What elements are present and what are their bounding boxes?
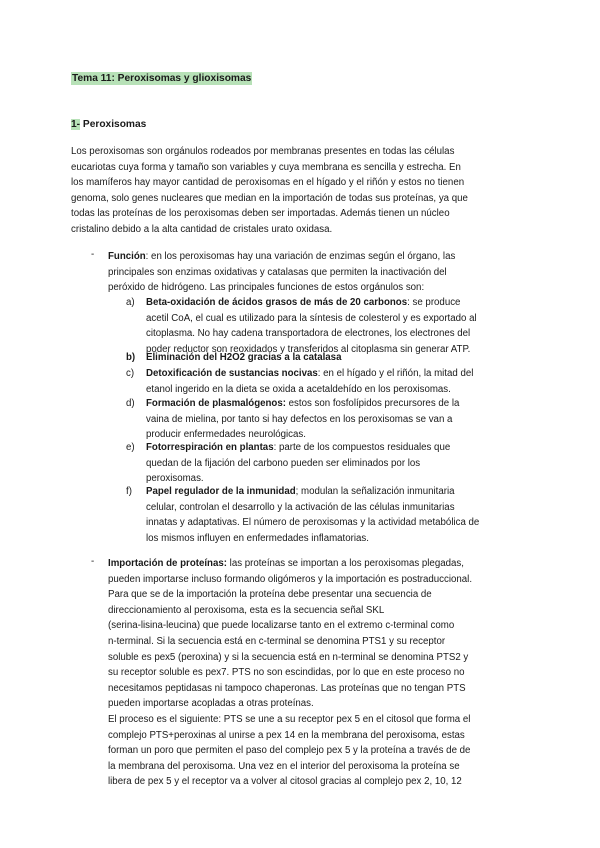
intro-paragraph bbox=[71, 144, 533, 238]
document-page: Tema 11: Peroxisomas y glioxisomas 1- Peroxisomas Los peroxisomas son orgánulos rodeados por membranas presentes en todas las células eucariotas cuya forma y tamaño son variables y cuya membrana es sencilla y estrecha. En los mamíferos hay mayor cantidad de peroxisomas en el hígado y el riñón y estos no tienen genoma, solo genes nucleares que median en la importación de todas sus proteínas, ya que todas las proteínas de los peroxisomas deben ser importadas. Además tienen un núcleo cristalino debido a la alta cantidad de cristales urato oxidasa. - Función: en los peroxisomas hay una variación de enzimas según el órgano, las principales son enzimas oxidativas y catalasas que permiten la inactivación del peróxido de hidrógeno. Las principales funciones de estos orgánulos son: a) Beta-oxidación de ácidos grasos de más de 20 carbonos: se produce acetil CoA, el cual es utilizado para la síntesis de colesterol y es exportado al citoplasma. No hay cadena transportadora de electrones, los electrones del poder reductor son reoxidados y transferidos al citoplasma sin generar ATP. b) Eliminación del H2O2 gracias a la catalasa c) Detoxificación de sustancias nocivas: en el hígado y el riñón, la mitad del etanol ingerido en la dieta se oxida a acetaldehído en los peroxisomas. d) Formación de plasmalógenos: estos son fosfolípidos precursores de la vaina de mielina, por tanto si hay defectos en los peroxisomas se van a producir enfermedades neurológicas. e) Fotorrespiración en plantas: parte de los compuestos residuales que quedan de la fijación del carbono pueden ser eliminados por los peroxisomas. f) Papel regulador de la inmunidad; modulan la señalización inmunitaria celular, controlan el desarrollo y la activación de las células inmunitarias innatas y adaptativas. El número de peroxisomas y la actividad metabólica de los mismos influyen en enfermedades inflamatorias. - Importación de proteínas: las proteínas se importan a los peroxisomas plegadas, pueden importarse incluso formando oligómeros y la importación es postraduccional. Para que se de la importación la proteína debe presentar una secuencia de direccionamiento al peroxisoma, esta es la secuencia señal SKL (serina-lisina-leucina) que puede localizarse tanto en el extremo c-terminal como n-terminal. Si la secuencia está en c-terminal se denomina PTS1 y su receptor soluble es pex5 (peroxina) y si la secuencia está en n-terminal se denomina PTS2 y su receptor soluble es pex7. PTS no son escindidas, por lo que en este proceso no necesitamos peptidasas ni tampoco chaperonas. Las proteínas que no tengan PTS pueden importarse acopladas a otras proteínas. El proceso es el siguiente: PTS se une a su receptor pex 5 en el citosol que forma el complejo PTS+peroxinas al unirse a pex 14 en la membrana del peroxisoma, estas forman un poro que permiten el paso del complejo pex 5 y la proteína a través de de la membrana del peroxisoma. Una vez en el interior del peroxisoma la proteína se libera de pex 5 y el receptor va a volver al citosol gracias al complejo pex 2, 10, 12 bbox=[0, 0, 600, 848]
funcion-head: Función bbox=[108, 251, 146, 262]
funcion-line: peróxido de hidrógeno. Las principales funciones de estos orgánulos son: bbox=[108, 282, 425, 294]
intro-line: Los peroxisomas son orgánulos rodeados por membranas presentes en todas las células bbox=[71, 146, 455, 157]
bullet-dash: - bbox=[91, 556, 95, 567]
section-title: Peroxisomas bbox=[80, 119, 147, 130]
funcion-paragraph bbox=[108, 249, 538, 296]
funcion-line: principales son enzimas oxidativas y catalasas que permiten la inactivación del bbox=[108, 266, 447, 278]
intro-line: eucariotas cuya forma y tamaño son variables y cuya membrana es sencilla y estrecha. En bbox=[71, 161, 461, 173]
section-number: 1- bbox=[71, 119, 81, 130]
document-title: Tema 11: Peroxisomas y glioxisomas bbox=[72, 73, 252, 84]
funcion-line: Función: en los peroxisomas hay una variación de enzimas según el órgano, las bbox=[108, 251, 456, 262]
bullet-dash: - bbox=[91, 249, 95, 260]
intro-line: genoma, solo genes nucleares que median en la importación de todas sus proteínas, ya que bbox=[71, 192, 468, 204]
intro-line: cristalino debido a la alta cantidad de cristales urato oxidasa. bbox=[71, 223, 333, 235]
importacion-paragraph: Importación de proteínas: las proteínas se importan a los peroxisomas plegadas, pueden importarse incluso formando oligómeros y la importación es postraduccional. Para que se de la importación la proteína debe presentar una secuencia de direccionamiento al peroxisoma, esta es la secuencia señal SKL (serina-lisina-leucina) que puede localizarse tanto en el extremo c-terminal como n-terminal. Si la secuencia está en c-terminal se denomina PTS1 y su receptor soluble es pex5 (peroxina) y si la secuencia está en n-terminal se denomina PTS2 y su receptor soluble es pex7. PTS no son escindidas, por lo que en este proceso no necesitamos peptidasas ni tampoco chaperonas. Las proteínas que no tengan PTS pueden importarse acopladas a otras proteínas. El proceso es el siguiente: PTS se une a su receptor pex 5 en el citosol que forma el complejo PTS+peroxinas al unirse a pex 14 en la membrana del peroxisoma, estas forman un poro que permiten el paso del complejo pex 5 y la proteína a través de de la membrana del peroxisoma. Una vez en el interior del peroxisoma la proteína se libera de pex 5 y el receptor va a volver al citosol gracias al complejo pex 2, 10, 12 bbox=[108, 558, 473, 788]
section-heading bbox=[71, 118, 146, 131]
intro-line: todas las proteínas de los peroxisomas deben ser importadas. Además tienen un núcleo bbox=[71, 208, 450, 220]
importacion-head: Importación de proteínas: bbox=[108, 558, 227, 569]
intro-line: los mamíferos hay mayor cantidad de peroxisomas en el hígado y el riñón y estos no tienen bbox=[71, 177, 465, 189]
